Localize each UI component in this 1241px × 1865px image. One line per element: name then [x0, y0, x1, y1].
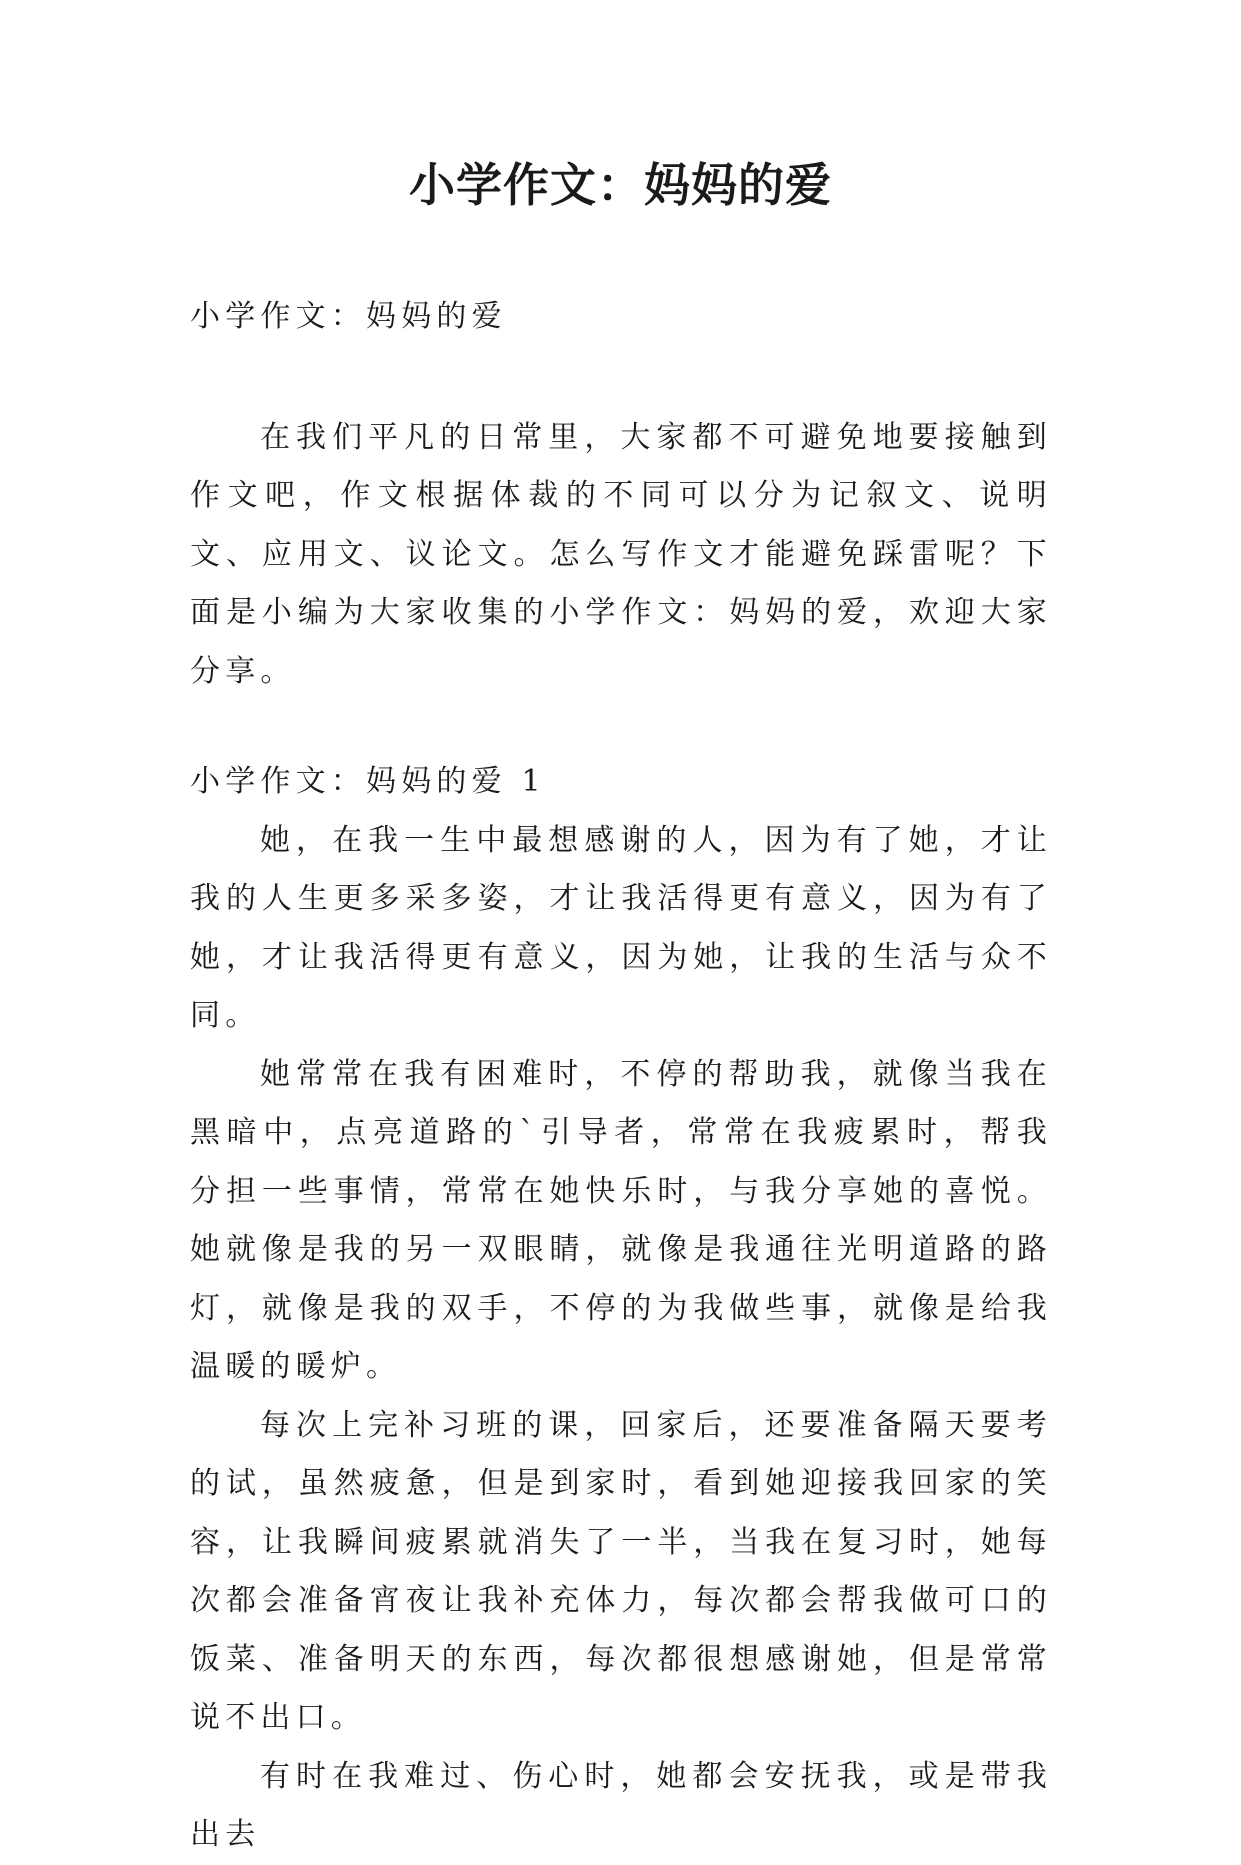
intro-paragraph: 在我们平凡的日常里，大家都不可避免地要接触到作文吧，作文根据体裁的不同可以分为记叙文、说明文、应用文、议论文。怎么写作文才能避免踩雷呢？下面是小编为大家收集的小学作文：妈妈的爱，欢迎大家分享。 — [190, 419, 1052, 689]
paragraph-spacer — [190, 347, 1052, 409]
body-paragraph-4: 有时在我难过、伤心时，她都会安抚我，或是带我出去 — [190, 1758, 1052, 1852]
body-paragraph-2: 她常常在我有困难时，不停的帮助我，就像当我在黑暗中，点亮道路的`引导者，常常在我疲累时，帮我分担一些事情，常常在她快乐时，与我分享她的喜悦。她就像是我的另一双眼睛，就像是我通往光明道路的路灯，就像是我的双手，不停的为我做些事，就像是给我温暖的暖炉。 — [190, 1056, 1052, 1384]
document-title: 小学作文：妈妈的爱 — [409, 158, 832, 212]
body-paragraph-3: 每次上完补习班的课，回家后，还要准备隔天要考的试，虽然疲惫，但是到家时，看到她迎接我回家的笑容，让我瞬间疲累就消失了一半，当我在复习时，她每次都会准备宵夜让我补充体力，每次都会帮我做可口的饭菜、准备明天的东西，每次都很想感谢她，但是常常说不出口。 — [190, 1407, 1052, 1735]
document-subtitle: 小学作文：妈妈的爱 — [190, 299, 507, 334]
section-heading: 小学作文：妈妈的爱 1 — [190, 764, 546, 799]
paragraph-spacer — [190, 701, 1052, 753]
document-body — [190, 288, 1052, 1865]
body-paragraph-1: 她，在我一生中最想感谢的人，因为有了她，才让我的人生更多采多姿，才让我活得更有意义，因为有了她，才让我活得更有意义，因为她，让我的生活与众不同。 — [190, 822, 1052, 1033]
